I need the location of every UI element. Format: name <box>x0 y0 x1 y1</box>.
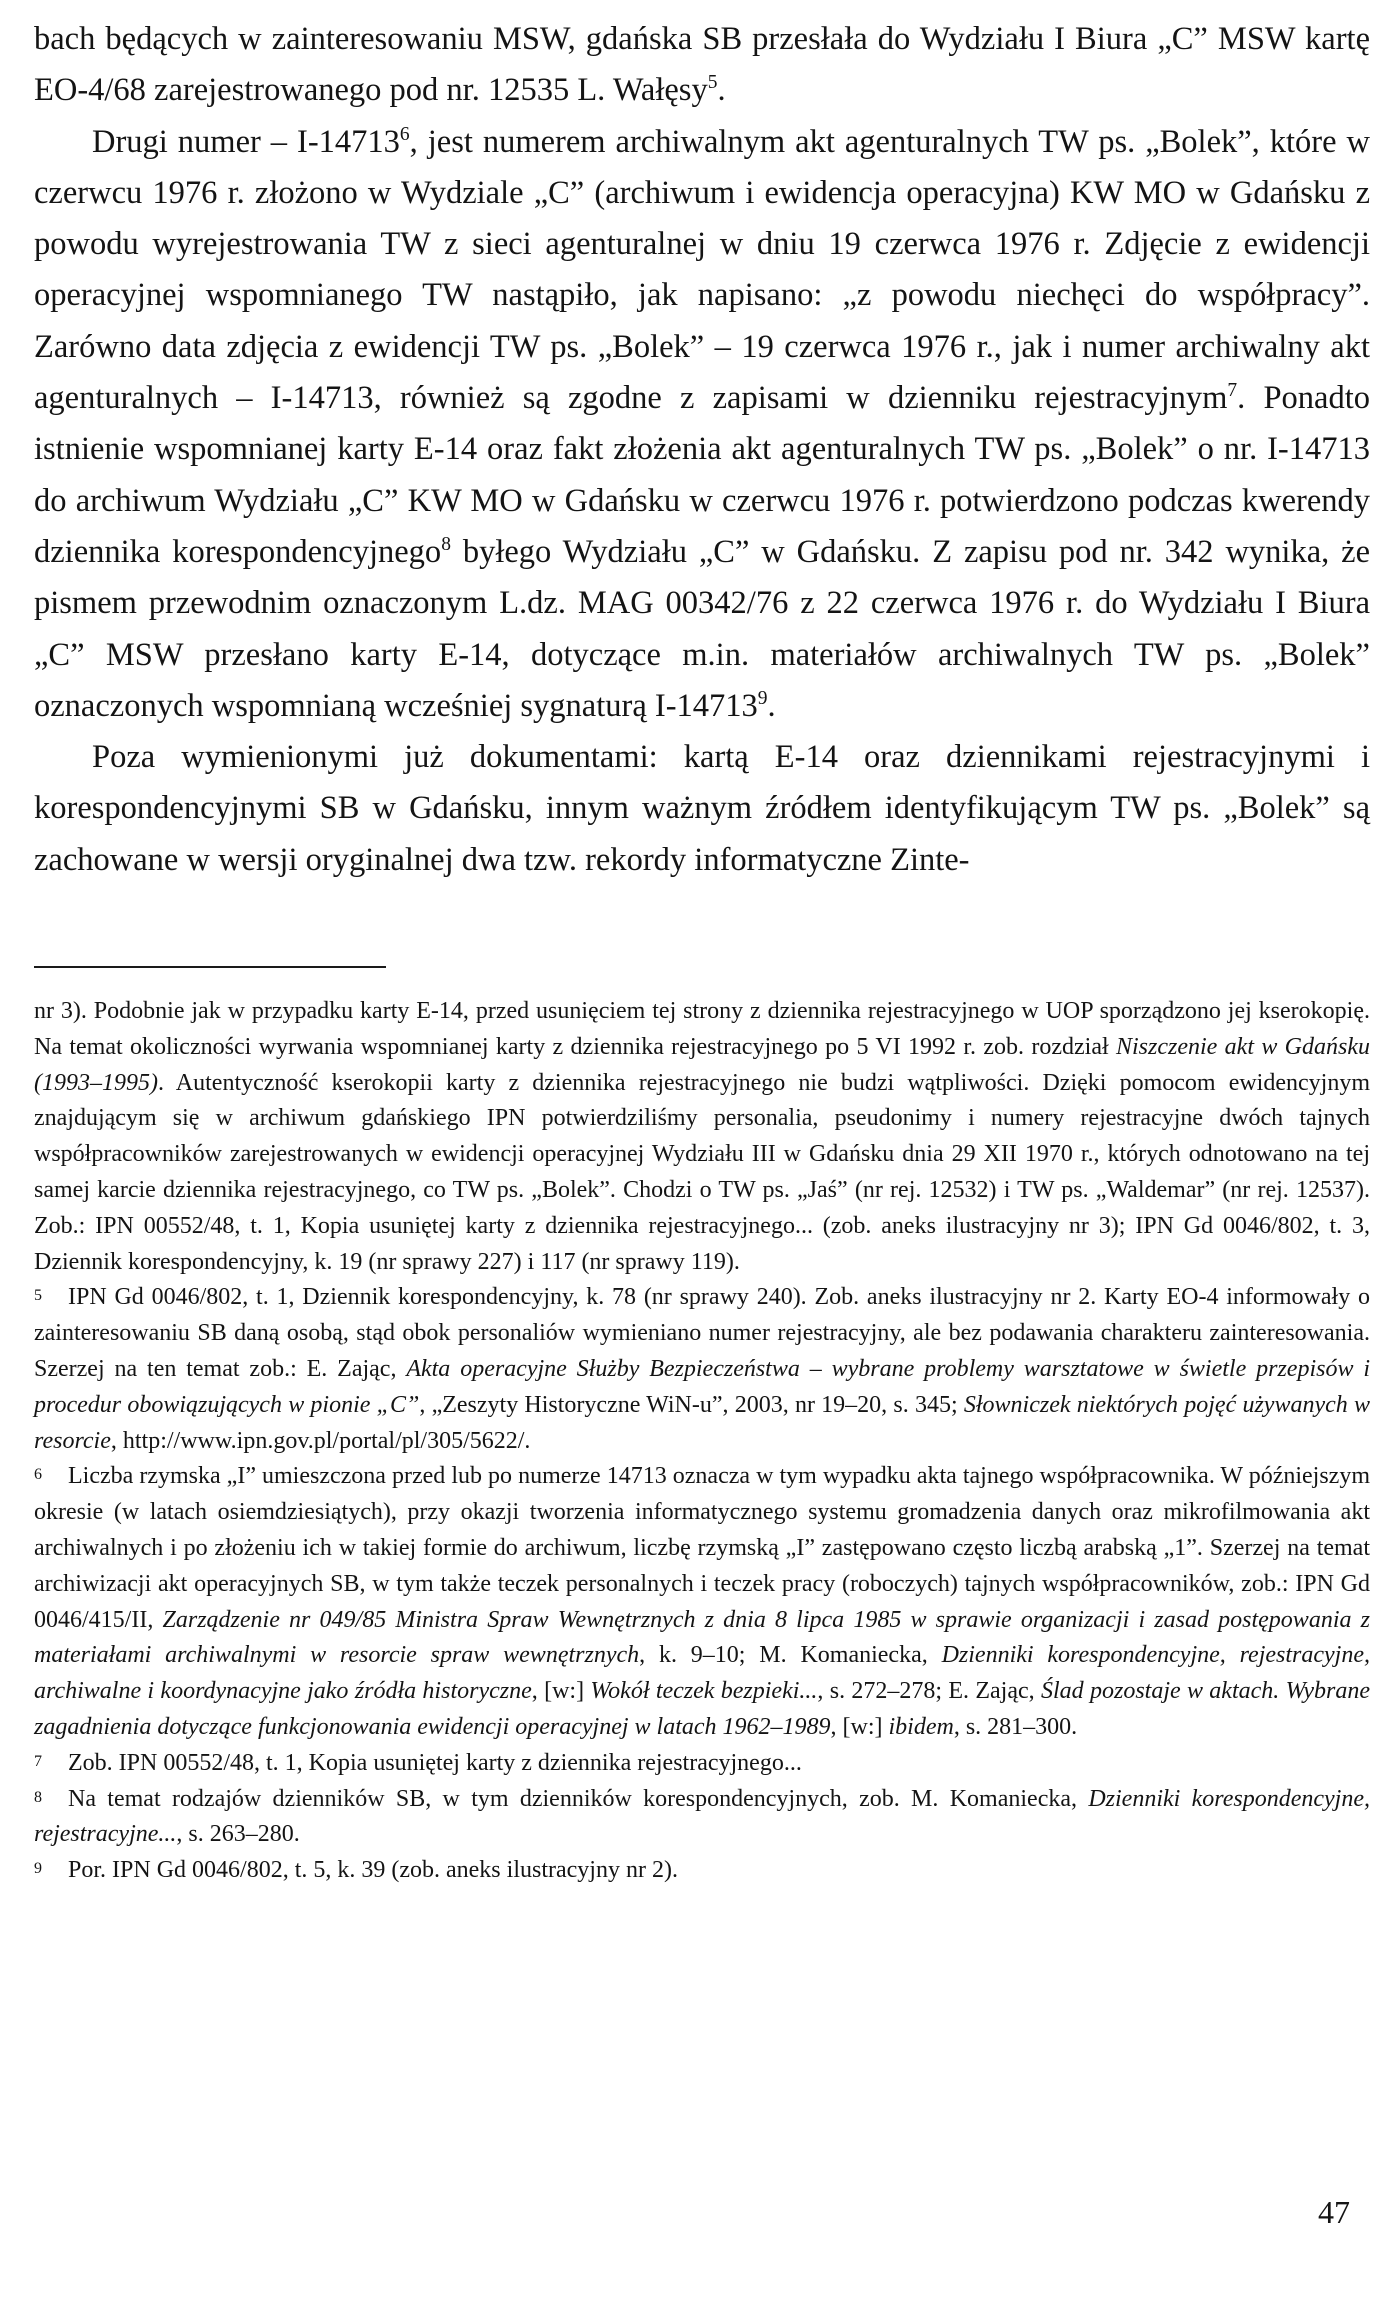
footnote-ref: 7 <box>1227 380 1238 402</box>
italic-title: Dzienniki korespondencyjne, rejestracyjne... <box>34 1785 1371 1848</box>
text-run: nr 3). Podobnie jak w przypadku karty E-14, przed usunięciem tej strony z dziennika rejestracyjnego w UOP sporządzono jej kserokopię. Na temat okoliczności wyrwania wspomnianej karty z dziennika rejestracyjnego po 5 VI 1992 r. zob. rozdział <box>34 998 1370 1060</box>
text-run: Poza wymienionymi już dokumentami: kartą E-14 oraz dziennikami rejestracyjnymi i korespondencyjnymi SB w Gdańsku, innym ważnym źródłem identyfikującym TW ps. „Bolek” są zachowane w wersji oryginalnej dwa tzw. rekordy informatyczne Zinte- <box>34 739 1370 878</box>
footnote-8 <box>34 1782 1370 1854</box>
text-run: , [w:] <box>830 1713 889 1740</box>
italic-title: ibidem <box>888 1713 954 1740</box>
text-run: , „Zeszyty Historyczne WiN-u”, 2003, nr 19–20, s. 345; <box>419 1391 964 1418</box>
text-run: Na temat rodzajów dzienników SB, w tym dzienników korespondencyjnych, zob. M. Komaniecka, <box>68 1785 1089 1812</box>
text-run: . <box>767 687 776 724</box>
book-page <box>34 14 1370 1889</box>
footnote-ref: 6 <box>399 123 410 145</box>
paragraph-2 <box>34 117 1370 733</box>
text-run: Por. IPN Gd 0046/802, t. 5, k. 39 (zob. aneks ilustracyjny nr 2). <box>68 1857 678 1884</box>
footnote-7 <box>34 1746 1370 1782</box>
footnote-ref: 5 <box>707 72 718 94</box>
footnote-number: 7 <box>34 1752 42 1770</box>
footnote-separator <box>34 966 386 968</box>
footnote-continuation <box>34 994 1370 1280</box>
footnote-6 <box>34 1459 1370 1745</box>
text-run: Zob. IPN 00552/48, t. 1, Kopia usuniętej karty z dziennika rejestracyjnego... <box>68 1749 802 1776</box>
italic-title: Ślad pozostaje w aktach. Wybrane zagadnienia dotyczące funkcjonowania ewidencji operacyjnej w latach 1962–1989 <box>34 1678 1371 1740</box>
footnote-ref: 8 <box>441 534 451 556</box>
text-run: , s. 272–278; E. Zając, <box>817 1678 1041 1705</box>
text-run: . Autentyczność kserokopii karty z dziennika rejestracyjnego nie budzi wątpliwości. Dzięki pomocom ewidencyjnym znajdującym się w archiwum gdańskiego IPN potwierdziliśmy personalia, pseudonimy i numery rejestracyjne dwóch tajnych współpracowników zarejestrowanych w ewidencji operacyjnej Wydziału III w Gdańsku dnia 29 XII 1970 r., których odnotowano na tej samej karcie dziennika rejestracyjnego, co TW ps. „Bolek”. Chodzi o TW ps. „Jaś” (nr rej. 12532) i TW ps. „Waldemar” (nr rej. 12537). Zob.: IPN 00552/48, t. 1, Kopia usuniętej karty z dziennika rejestracyjnego... (zob. aneks ilustracyjny nr 3); IPN Gd 0046/802, t. 3, Dziennik korespondencyjny, k. 19 (nr sprawy 227) i 117 (nr sprawy 119). <box>34 1069 1370 1275</box>
text-run: . <box>717 72 726 109</box>
text-run: Drugi numer – I-14713 <box>92 123 400 160</box>
italic-title: Zarządzenie nr 049/85 Ministra Spraw Wewnętrznych z dnia 8 lipca 1985 w sprawie organizacji i zasad postępowania z materiałami archiwalnymi w resorcie spraw wewnętrznych <box>34 1606 1370 1669</box>
text-run: . Ponadto istnienie wspomnianej karty E-14 oraz fakt złożenia akt agenturalnych TW ps. „Bolek” o nr. I-14713 do archiwum Wydziału „C” KW MO w Gdańsku w czerwcu 1976 r. potwierdzono podczas kwerendy dziennika korespondencyjnego <box>34 380 1370 570</box>
main-text <box>34 14 1370 886</box>
footnote-number: 5 <box>34 1287 42 1305</box>
footnote-ref: 9 <box>757 688 768 710</box>
paragraph-1 <box>34 14 1370 117</box>
footnote-9 <box>34 1853 1370 1889</box>
text-run: Liczba rzymska „I” umieszczona przed lub po numerze 14713 oznacza w tym wypadku akta tajnego współpracownika. W późniejszym okresie (w latach osiemdziesiątych), przy okazji tworzenia informatycznego systemu gromadzenia danych oraz mikrofilmowania akt archiwalnych i po złożeniu ich w takiej formie do archiwum, liczbę rzymską „I” zastępowano często liczbą arabską „1”. Szerzej na temat archiwizacji akt operacyjnych SB, w tym także teczek personalnych i teczek pracy (roboczych) tajnych współpracowników, zob.: IPN Gd 0046/415/II, <box>34 1463 1370 1633</box>
italic-title: Niszczenie akt w Gdańsku (1993–1995) <box>34 1033 1370 1096</box>
text-run: , k. 9–10; M. Komaniecka, <box>639 1642 942 1669</box>
page-number: 47 <box>1318 2194 1350 2230</box>
footnote-5 <box>34 1280 1370 1459</box>
italic-title: Dzienniki korespondencyjne, rejestracyjne, archiwalne i koordynacyjne jako źródła historyczne <box>34 1642 1370 1705</box>
italic-title: Akta operacyjne Służby Bezpieczeństwa – wybrane problemy warsztatowe w świetle przepisów i procedur obowiązujących w pionie „C” <box>34 1356 1371 1418</box>
text-run: byłego Wydziału „C” w Gdańsku. Z zapisu pod nr. 342 wynika, że pismem przewodnim oznaczonym L.dz. MAG 00342/76 z 22 czerwca 1976 r. do Wydziału I Biura „C” MSW przesłano karty E-14, dotyczące m.in. materiałów archiwalnych TW ps. „Bolek” oznaczonych wspomnianą wcześniej sygnaturą I-14713 <box>34 533 1370 724</box>
text-run: , s. 263–280. <box>176 1821 300 1848</box>
footnote-number: 6 <box>34 1466 42 1484</box>
text-run: bach będących w zainteresowaniu MSW, gdańska SB przesłała do Wydziału I Biura „C” MSW kartę EO-4/68 zarejestrowanego pod nr. 12535 L. Wałęsy <box>34 21 1370 109</box>
footnote-number: 9 <box>34 1860 42 1878</box>
text-run: IPN Gd 0046/802, t. 1, Dziennik korespondencyjny, k. 78 (nr sprawy 240). Zob. aneks ilustracyjny nr 2. Karty EO-4 informowały o zainteresowaniu SB daną osobą, stąd obok personaliów wymieniano numer rejestracyjny, ale bez podawania charakteru zainteresowania. Szerzej na ten temat zob.: E. Zając, <box>34 1284 1370 1383</box>
footnote-number: 8 <box>34 1788 42 1806</box>
text-run: , jest numerem archiwalnym akt agenturalnych TW ps. „Bolek”, które w czerwcu 1976 r. złożono w Wydziale „C” (archiwum i ewidencja operacyjna) KW MO w Gdańsku z powodu wyrejestrowania TW z sieci agenturalnej w dniu 19 czerwca 1976 r. Zdjęcie z ewidencji operacyjnej wspomnianego TW nastąpiło, jak napisano: „z powodu niechęci do współpracy”. Zarówno data zdjęcia z ewidencji TW ps. „Bolek” – 19 czerwca 1976 r., jak i numer archiwalny akt agenturalnych – I-14713, również są zgodne z zapisami w dzienniku rejestracyjnym <box>34 123 1370 417</box>
text-run: , http://www.ipn.gov.pl/portal/pl/305/5622/. <box>110 1427 531 1454</box>
footnotes <box>34 994 1370 1889</box>
italic-title: Słowniczek niektórych pojęć używanych w resorcie <box>34 1391 1370 1454</box>
italic-title: Wokół teczek bezpieki... <box>590 1678 818 1705</box>
text-run: , s. 281–300. <box>953 1713 1078 1740</box>
paragraph-3 <box>34 732 1370 886</box>
text-run: , [w:] <box>531 1678 591 1705</box>
